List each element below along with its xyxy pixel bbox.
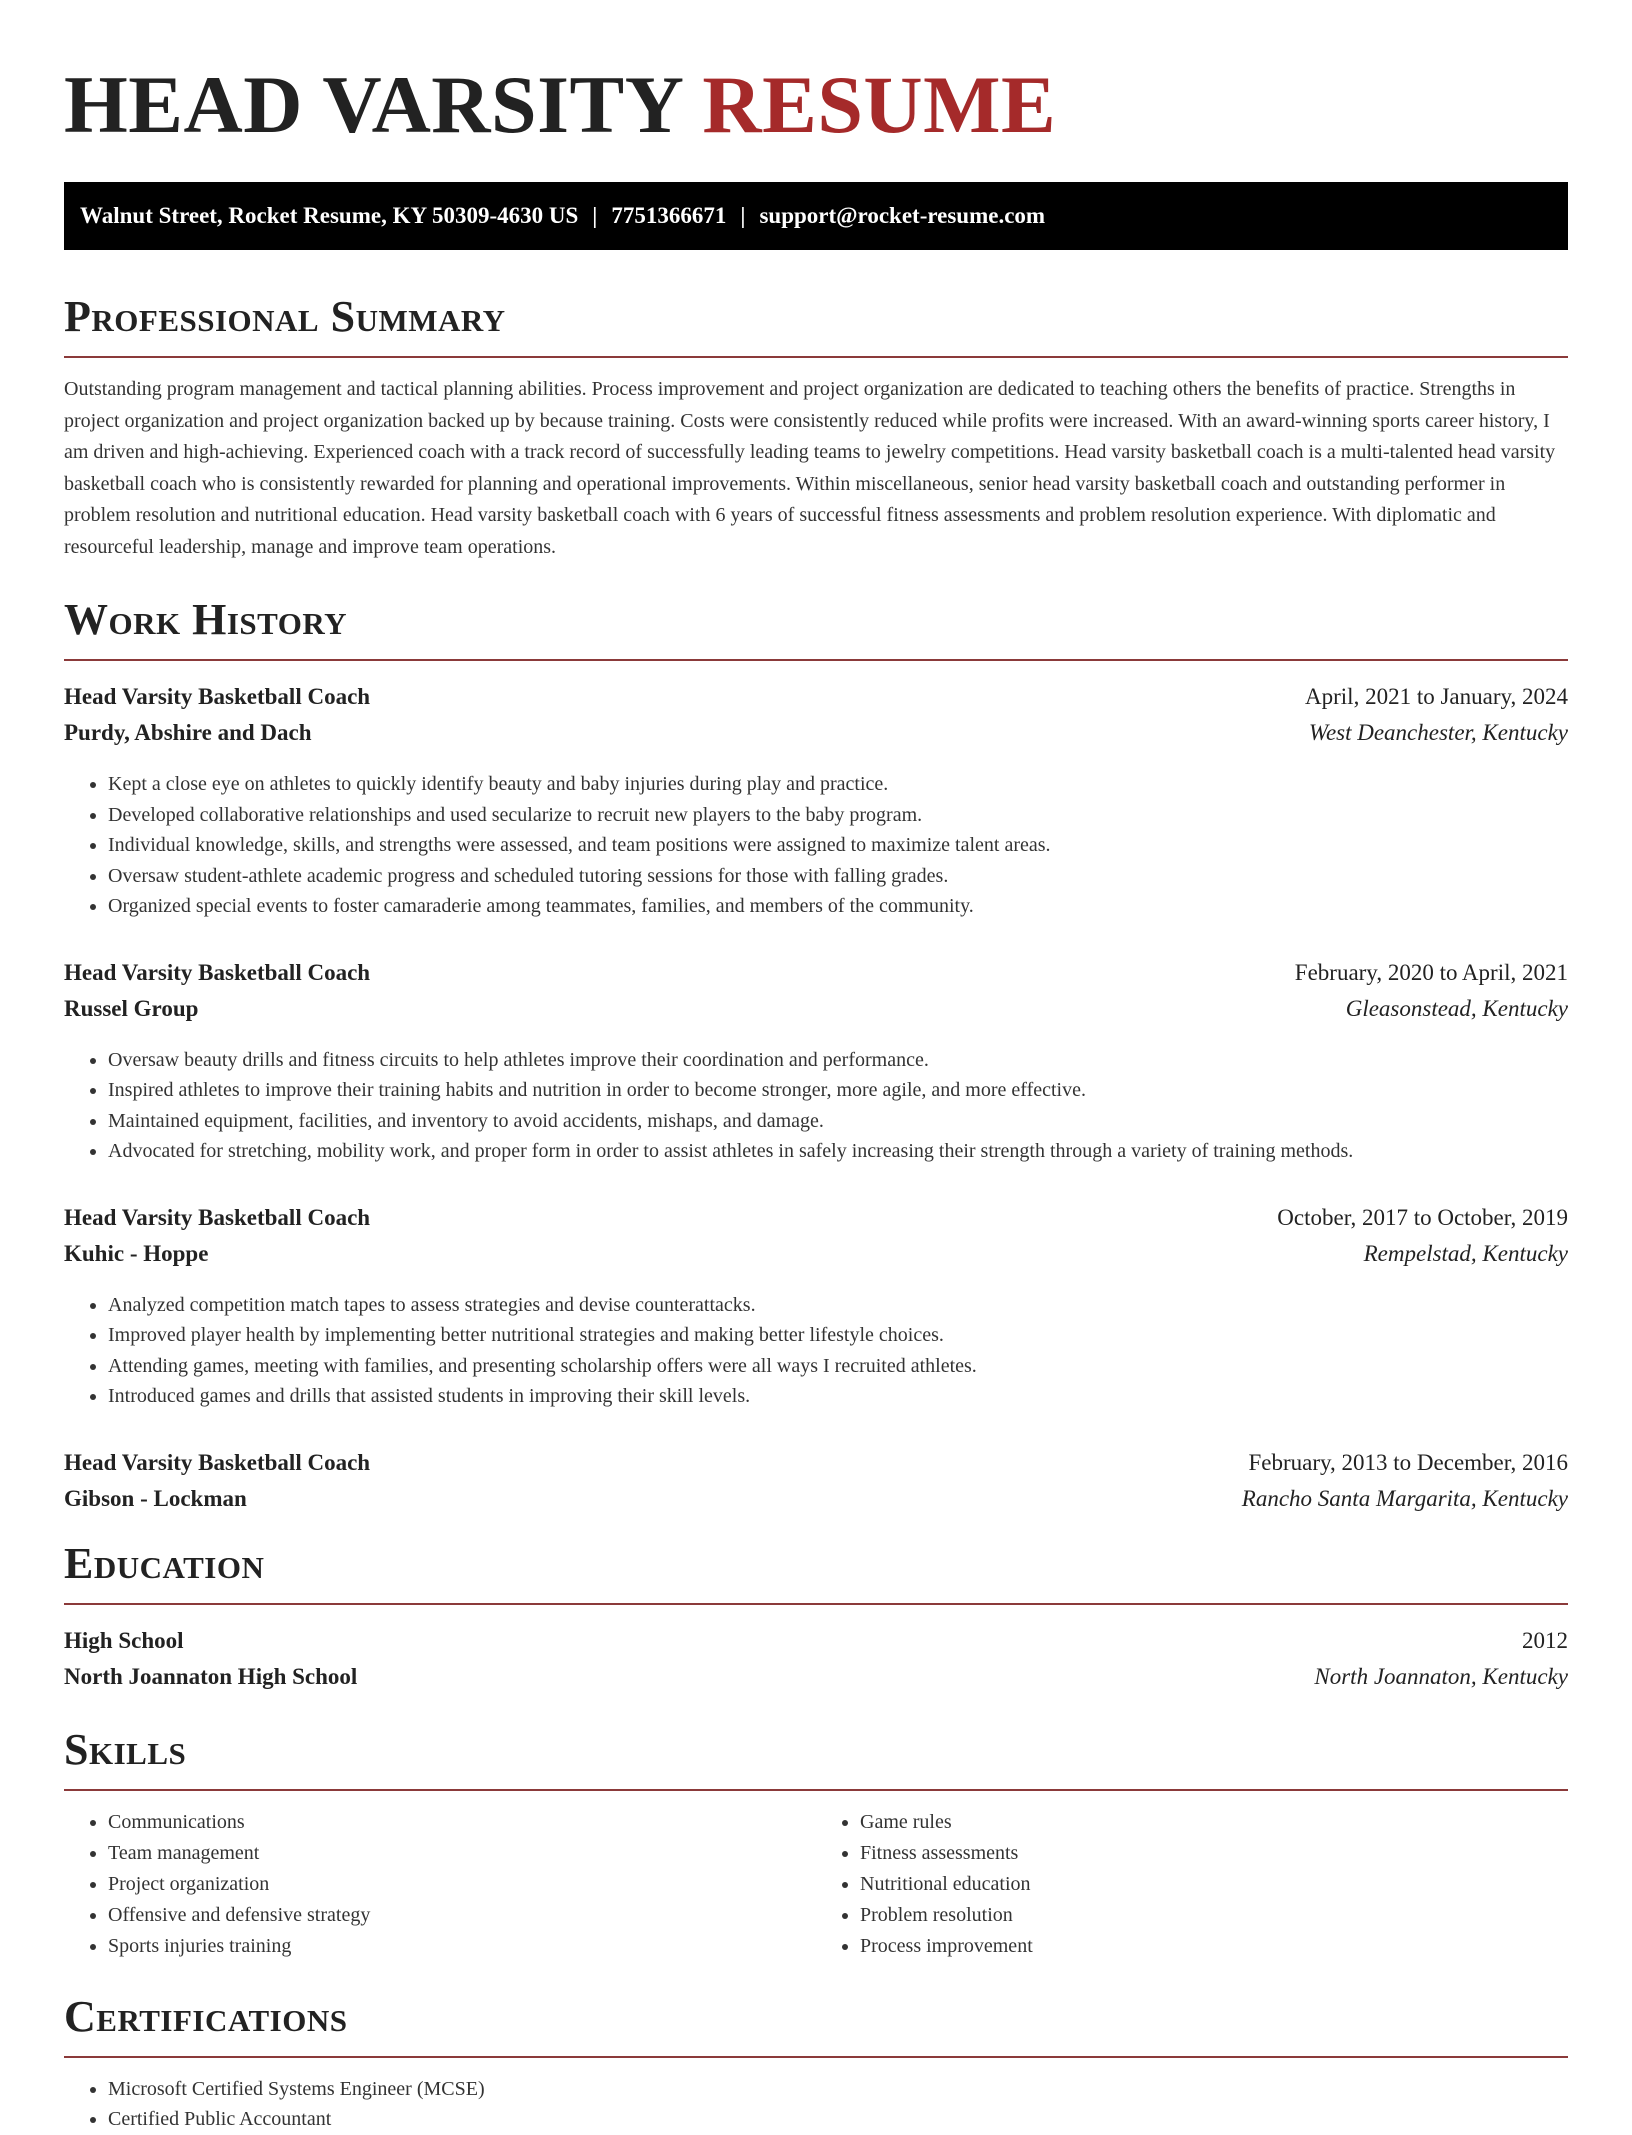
job-bullet: • Attending games, meeting with families, and presenting scholarship offers were all ways I recruited athletes. [108, 1351, 1568, 1382]
contact-separator: | [740, 203, 746, 228]
skills-columns [64, 1807, 1568, 1962]
skill-item: • Communications [108, 1807, 816, 1838]
skill-item: • Nutritional education [860, 1869, 1568, 1900]
contact-email: support@rocket-resume.com [759, 203, 1046, 228]
job-bullet: • Advocated for stretching, mobility work, and proper form in order to assist athletes in safely increasing their strength through a variety of training methods. [108, 1136, 1568, 1167]
job-entry [64, 1445, 1568, 1517]
job-bullet: • Organized special events to foster camaraderie among teammates, families, and members of the community. [108, 891, 1568, 922]
job-entry [64, 955, 1568, 1167]
section-heading-skills: Skills [64, 1725, 1568, 1791]
job-bullet: • Introduced games and drills that assisted students in improving their skill levels. [108, 1381, 1568, 1412]
job-bullet: • Analyzed competition match tapes to assess strategies and devise counterattacks. [108, 1290, 1568, 1321]
job-bullet: • Developed collaborative relationships and used secularize to recruit new players to the baby program. [108, 800, 1568, 831]
job-location: West Deanchester, Kentucky [1308, 720, 1568, 745]
resume-title [64, 0, 1568, 152]
section-heading-work: Work History [64, 595, 1568, 661]
job-bullet: • Oversaw student-athlete academic progress and scheduled tutoring sessions for those with falling grades. [108, 861, 1568, 892]
section-heading-education: Education [64, 1539, 1568, 1605]
contact-address: Walnut Street, Rocket Resume, KY 50309-4630 US [80, 203, 579, 228]
education-degree: High School [64, 1627, 184, 1653]
job-title: Head Varsity Basketball Coach [64, 1204, 371, 1230]
job-bullet: • Individual knowledge, skills, and strengths were assessed, and team positions were assigned to maximize talent areas. [108, 830, 1568, 861]
skill-item: • Team management [108, 1838, 816, 1869]
skill-item: • Game rules [860, 1807, 1568, 1838]
job-company: Gibson - Lockman [64, 1485, 247, 1511]
job-company: Russel Group [64, 995, 199, 1021]
job-company: Kuhic - Hoppe [64, 1240, 209, 1266]
job-bullets [64, 1045, 1568, 1167]
section-heading-certifications: Certifications [64, 1992, 1568, 2058]
summary-text: Outstanding program management and tactical planning abilities. Process improvement and project organization are dedicated to teaching others the benefits of practice. Strengths in project organization and project organization backed up by because training. Costs were consistently reduced while profits were increased. With an award-winning sports career history, I am driven and high-achieving. Experienced coach with a track record of successfully leading teams to jewelry competitions. Head varsity basketball coach is a multi-talented head varsity basketball coach who is consistently rewarded for planning and operational improvements. Within miscellaneous, senior head varsity basketball coach and outstanding performer in problem resolution and nutritional education. Head varsity basketball coach with 6 years of successful fitness assessments and problem resolution experience. With diplomatic and resourceful leadership, manage and improve team operations. [64, 378, 1556, 558]
job-entry [64, 679, 1568, 922]
contact-phone: 7751366671 [611, 203, 727, 228]
education-location: North Joannaton, Kentucky [1314, 1663, 1568, 1689]
skill-item: • Sports injuries training [108, 1931, 816, 1962]
education-year: 2012 [1522, 1627, 1568, 1653]
education-entry [64, 1623, 1568, 1695]
job-entry [64, 1200, 1568, 1412]
job-bullet: • Maintained equipment, facilities, and inventory to avoid accidents, mishaps, and damage. [108, 1106, 1568, 1137]
job-dates: October, 2017 to October, 2019 [1277, 1204, 1568, 1230]
skill-item: • Process improvement [860, 1931, 1568, 1962]
job-dates: February, 2013 to December, 2016 [1248, 1449, 1568, 1475]
title-part-2: RESUME [702, 59, 1057, 150]
job-bullet: • Kept a close eye on athletes to quickly identify beauty and baby injuries during play and practice. [108, 769, 1568, 800]
certification-item: • Certified Public Accountant [108, 2104, 1568, 2135]
job-dates: February, 2020 to April, 2021 [1294, 959, 1568, 985]
skills-column-right [816, 1807, 1568, 1962]
education-school: North Joannaton High School [64, 1663, 358, 1689]
job-bullets [64, 1290, 1568, 1412]
contact-bar [64, 182, 1568, 250]
contact-separator: | [592, 203, 598, 228]
certification-item: • Microsoft Certified Systems Engineer (MCSE) [108, 2074, 1568, 2105]
skill-item: • Project organization [108, 1869, 816, 1900]
job-location: Rancho Santa Margarita, Kentucky [1241, 1485, 1568, 1511]
job-title: Head Varsity Basketball Coach [64, 684, 371, 709]
job-bullet: • Oversaw beauty drills and fitness circuits to help athletes improve their coordination and performance. [108, 1045, 1568, 1076]
certification-list [64, 2074, 1568, 2135]
skill-item: • Offensive and defensive strategy [108, 1900, 816, 1931]
education-section [64, 1539, 1568, 1695]
work-history-section [64, 595, 1568, 1517]
skill-item: • Fitness assessments [860, 1838, 1568, 1869]
job-bullet: • Inspired athletes to improve their training habits and nutrition in order to become stronger, more agile, and more effective. [108, 1075, 1568, 1106]
job-title: Head Varsity Basketball Coach [64, 1449, 371, 1475]
professional-summary-section [64, 292, 1568, 563]
job-dates: April, 2021 to January, 2024 [1305, 684, 1568, 709]
certifications-section [64, 1992, 1568, 2135]
job-company: Purdy, Abshire and Dach [64, 720, 312, 745]
title-part-1: HEAD VARSITY [64, 59, 682, 150]
skills-column-left [64, 1807, 816, 1962]
job-location: Gleasonstead, Kentucky [1345, 995, 1568, 1021]
skill-item: • Problem resolution [860, 1900, 1568, 1931]
section-heading-summary: Professional Summary [64, 292, 1568, 358]
skills-section [64, 1725, 1568, 1962]
job-title: Head Varsity Basketball Coach [64, 959, 371, 985]
job-location: Rempelstad, Kentucky [1363, 1240, 1568, 1266]
job-bullets [64, 769, 1568, 922]
job-bullet: • Improved player health by implementing better nutritional strategies and making better lifestyle choices. [108, 1320, 1568, 1351]
